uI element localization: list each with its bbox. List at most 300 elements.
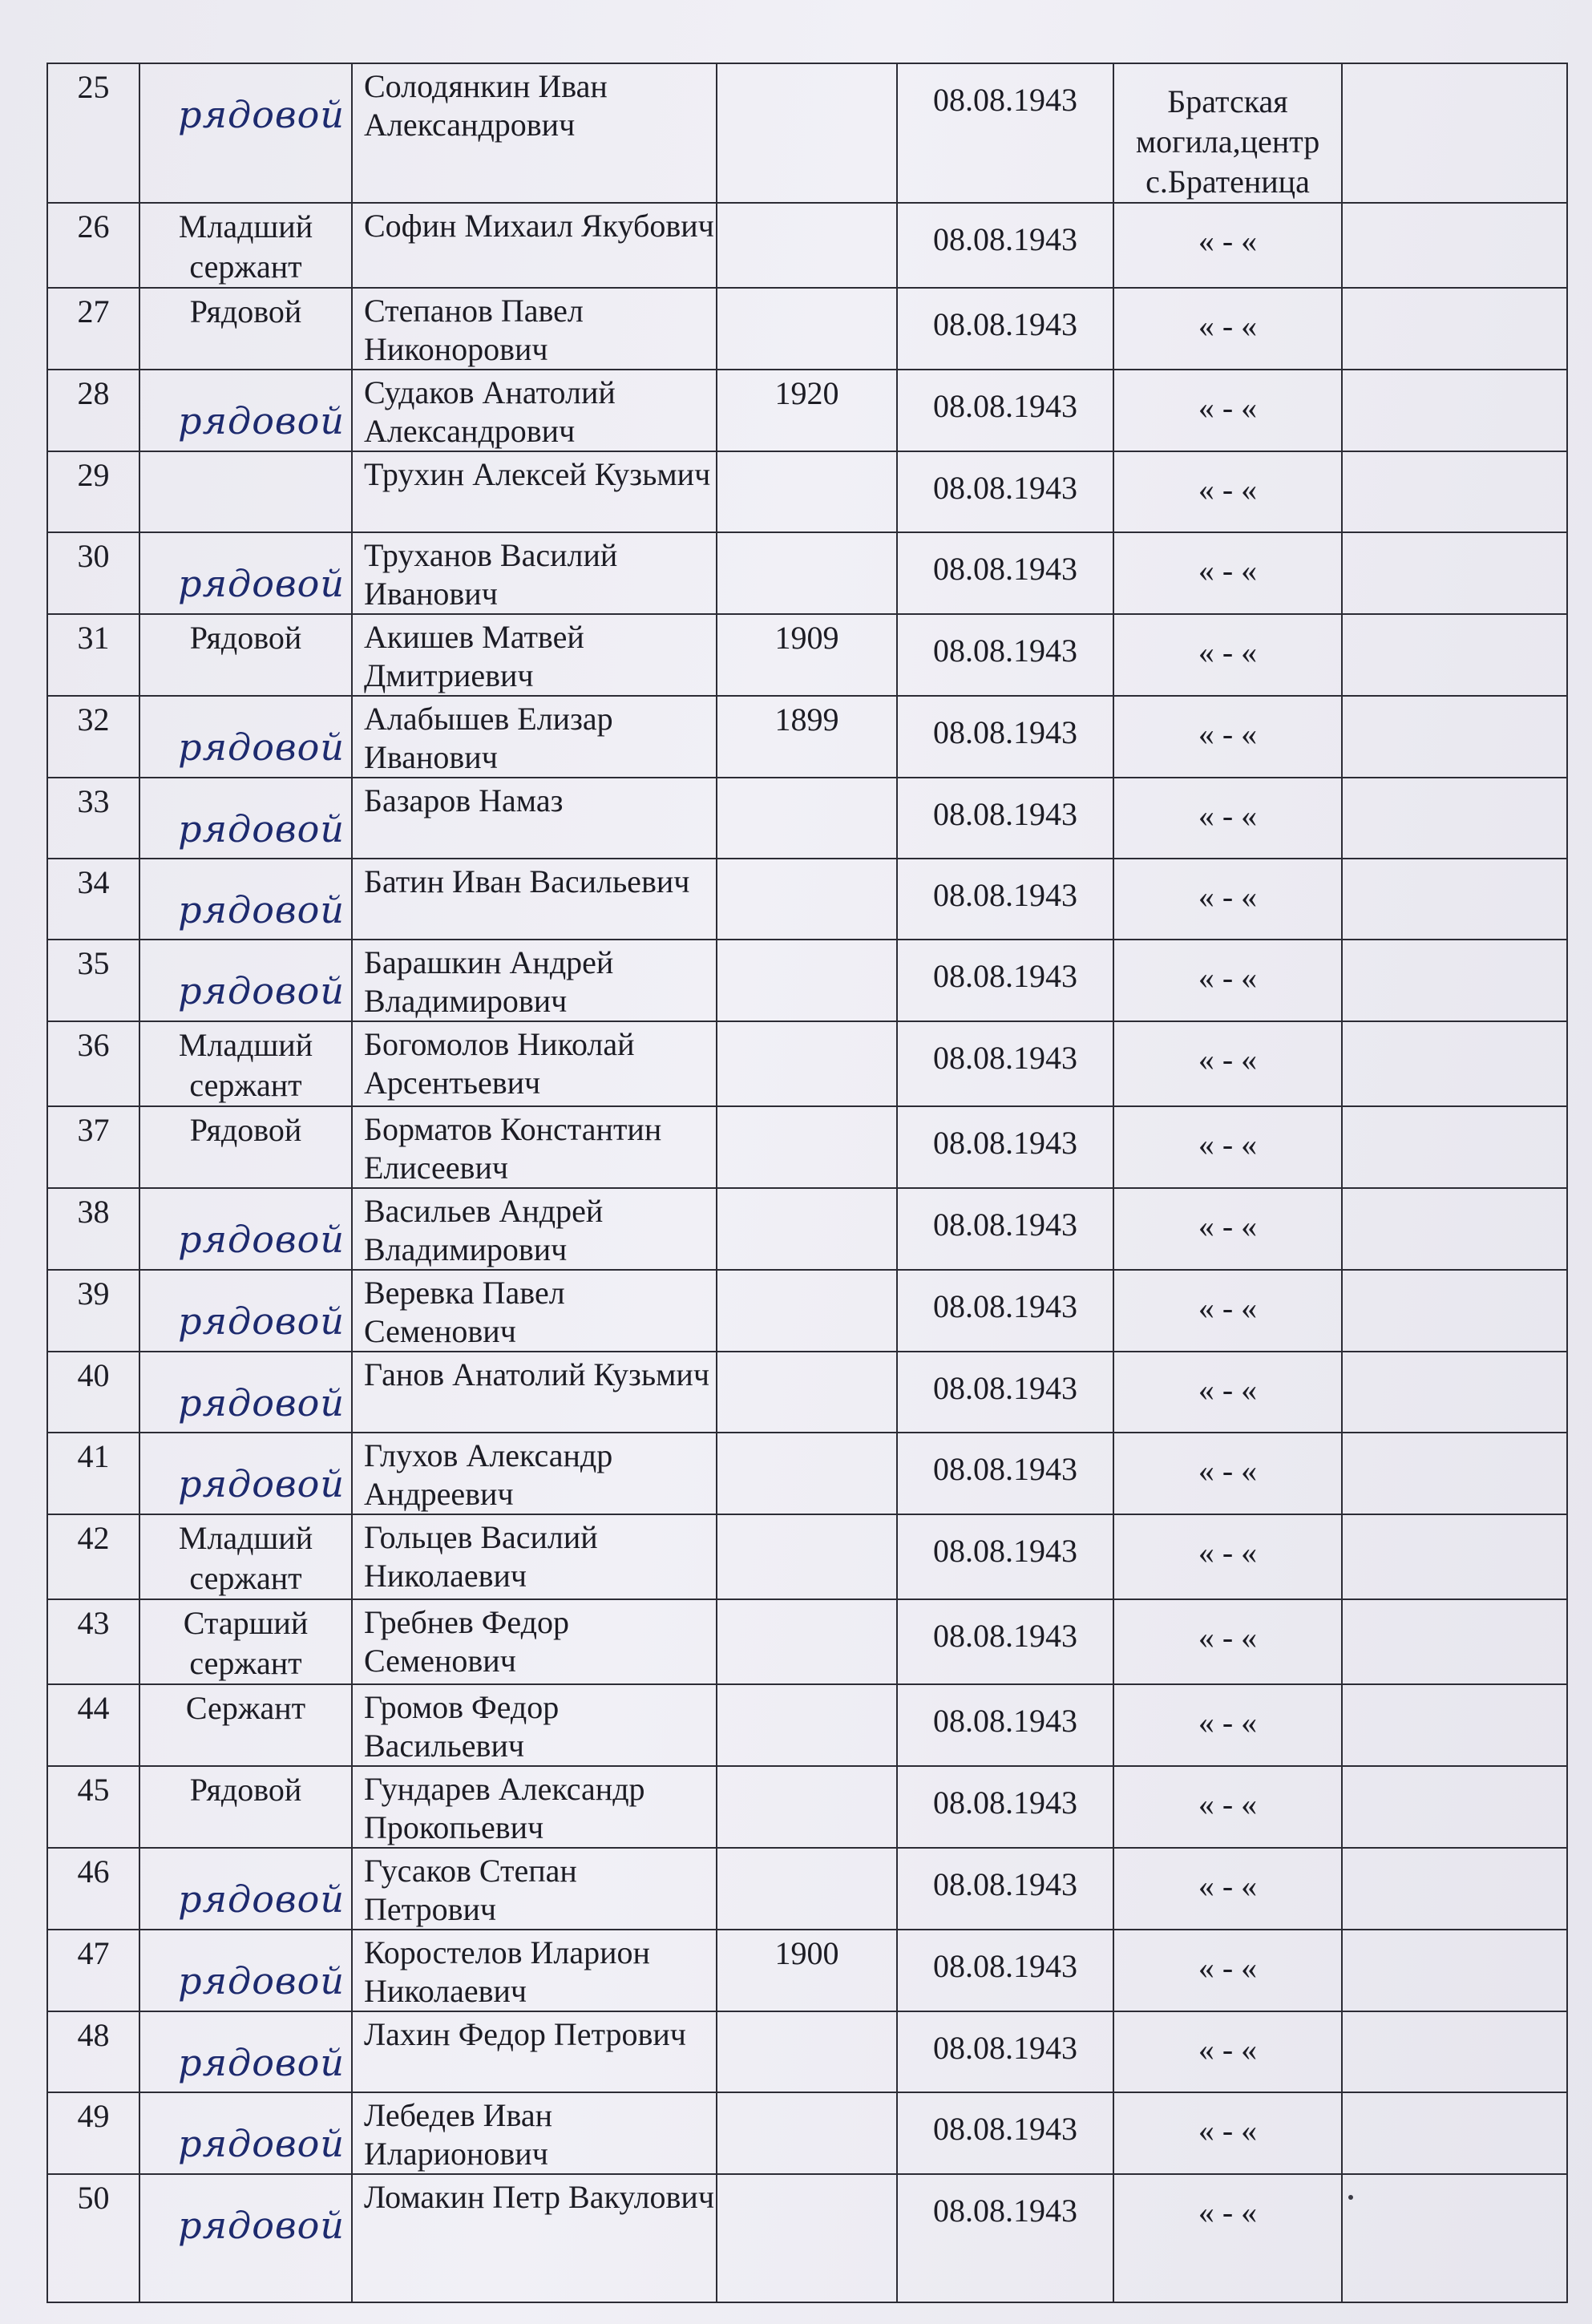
full-name <box>352 1188 717 1270</box>
table-row <box>47 63 1567 203</box>
death-date <box>897 778 1113 859</box>
row-number <box>47 2092 139 2174</box>
full-name-text: Громов Федор Васильевич <box>364 1689 560 1764</box>
table-row <box>47 288 1567 370</box>
notes-cell <box>1342 1930 1567 2011</box>
death-date-text: 08.08.1943 <box>933 714 1077 750</box>
rank-handwritten <box>139 696 352 778</box>
burial-place-text: « - « <box>1198 1041 1258 1077</box>
notes-cell <box>1342 203 1567 288</box>
full-name-text: Гундарев Александр Прокопьевич <box>364 1771 645 1845</box>
table-row <box>47 778 1567 859</box>
table-row <box>47 2092 1567 2174</box>
burial-place <box>1113 1766 1342 1848</box>
rank-cell <box>139 1684 352 1766</box>
notes-cell <box>1342 1021 1567 1106</box>
full-name <box>352 1352 717 1433</box>
death-date <box>897 2174 1113 2302</box>
rank-cell-text: Младший сержант <box>178 1520 313 1596</box>
full-name-text: Ганов Анатолий Кузьмич <box>364 1356 709 1392</box>
row-number <box>47 1599 139 1684</box>
death-date <box>897 1270 1113 1352</box>
row-number <box>47 2011 139 2092</box>
full-name <box>352 532 717 614</box>
death-date <box>897 1021 1113 1106</box>
birth-year-text: 1899 <box>774 701 839 738</box>
table-row <box>47 370 1567 451</box>
rank-handwritten-text: рядовой <box>178 1959 345 2003</box>
rank-cell <box>139 288 352 370</box>
rank-handwritten-text: рядовой <box>178 725 345 769</box>
rank-handwritten <box>139 63 352 203</box>
row-number <box>47 1433 139 1514</box>
table-body <box>47 63 1567 2302</box>
table-row <box>47 1514 1567 1599</box>
rank-handwritten <box>139 1188 352 1270</box>
notes-cell <box>1342 451 1567 532</box>
row-number-text: 31 <box>77 620 110 656</box>
table-row <box>47 940 1567 1021</box>
birth-year <box>717 1848 897 1930</box>
full-name <box>352 2011 717 2092</box>
notes-cell <box>1342 696 1567 778</box>
rank-handwritten-text: рядовой <box>178 2204 345 2247</box>
death-date-text: 08.08.1943 <box>933 633 1077 669</box>
row-number <box>47 370 139 451</box>
full-name <box>352 1599 717 1684</box>
notes-cell <box>1342 614 1567 696</box>
burial-place-text: « - « <box>1198 2112 1258 2148</box>
death-date-text: 08.08.1943 <box>933 1948 1077 1984</box>
burial-place <box>1113 1188 1342 1270</box>
burial-place-text: « - « <box>1198 1372 1258 1408</box>
row-number-text: 28 <box>77 375 110 411</box>
burial-place <box>1113 451 1342 532</box>
rank-cell-text: Рядовой <box>189 620 302 656</box>
full-name-text: Борматов Константин Елисеевич <box>364 1111 662 1186</box>
death-date-text: 08.08.1943 <box>933 2111 1077 2147</box>
death-date-text: 08.08.1943 <box>933 1370 1077 1406</box>
death-date <box>897 859 1113 940</box>
rank-handwritten <box>139 940 352 1021</box>
table-row <box>47 1848 1567 1930</box>
death-date <box>897 614 1113 696</box>
birth-year <box>717 614 897 696</box>
notes-cell <box>1342 532 1567 614</box>
notes-cell <box>1342 2011 1567 2092</box>
burial-place-text: « - « <box>1198 471 1258 507</box>
rank-cell-text: Старший сержант <box>183 1605 309 1681</box>
burial-place-text: « - « <box>1198 634 1258 670</box>
full-name-text: Глухов Александр Андреевич <box>364 1437 613 1512</box>
row-number-text: 26 <box>77 208 110 245</box>
full-name-text: Труханов Василий Иванович <box>364 537 618 612</box>
table-row <box>47 1930 1567 2011</box>
birth-year <box>717 1352 897 1433</box>
burial-place <box>1113 1599 1342 1684</box>
burial-place <box>1113 1930 1342 2011</box>
notes-cell <box>1342 1188 1567 1270</box>
row-number <box>47 1352 139 1433</box>
birth-year-text <box>717 204 896 207</box>
burial-place <box>1113 370 1342 451</box>
burial-place <box>1113 1848 1342 1930</box>
row-number <box>47 859 139 940</box>
birth-year-text <box>717 2093 896 2096</box>
rank-handwritten-text: рядовой <box>178 1218 345 1261</box>
notes-cell <box>1342 370 1567 451</box>
death-date <box>897 1684 1113 1766</box>
burial-place-text: « - « <box>1198 960 1258 996</box>
notes-cell <box>1342 1106 1567 1188</box>
full-name <box>352 1514 717 1599</box>
death-date-text: 08.08.1943 <box>933 2030 1077 2066</box>
rank-handwritten-text: рядовой <box>178 1299 345 1343</box>
rank-handwritten <box>139 370 352 451</box>
death-date-text: 08.08.1943 <box>933 306 1077 342</box>
burial-place-text: « - « <box>1198 1868 1258 1904</box>
death-date-text: 08.08.1943 <box>933 2193 1077 2229</box>
rank-handwritten-text: рядовой <box>178 1877 345 1921</box>
death-date-text: 08.08.1943 <box>933 1533 1077 1569</box>
rank-cell-text: Сержант <box>185 1690 306 1726</box>
row-number-text: 50 <box>77 2180 110 2216</box>
row-number-text: 30 <box>77 538 110 574</box>
rank-handwritten <box>139 1352 352 1433</box>
full-name <box>352 1021 717 1106</box>
death-date <box>897 940 1113 1021</box>
birth-year-text <box>717 1849 896 1852</box>
death-date <box>897 1848 1113 1930</box>
burial-place-text: « - « <box>1198 798 1258 834</box>
full-name <box>352 614 717 696</box>
rank-cell-text <box>140 452 351 455</box>
full-name-text: Коростелов Иларион Николаевич <box>364 1934 650 2009</box>
birth-year-text <box>717 452 896 455</box>
row-number-text: 44 <box>77 1690 110 1726</box>
rank-handwritten <box>139 2011 352 2092</box>
row-number-text: 41 <box>77 1438 110 1474</box>
row-number-text: 47 <box>77 1935 110 1971</box>
notes-cell <box>1342 940 1567 1021</box>
death-date-text: 08.08.1943 <box>933 388 1077 424</box>
rank-handwritten-text: рядовой <box>178 562 345 605</box>
full-name-text: Трухин Алексей Кузьмич <box>364 456 711 492</box>
birth-year <box>717 1684 897 1766</box>
rank-handwritten <box>139 1848 352 1930</box>
table-row <box>47 451 1567 532</box>
death-date <box>897 451 1113 532</box>
rank-handwritten-text: рядовой <box>178 2041 345 2084</box>
burial-place-text: « - « <box>1198 1786 1258 1822</box>
row-number <box>47 1930 139 2011</box>
table-row <box>47 1021 1567 1106</box>
table-row <box>47 1270 1567 1352</box>
rank-cell <box>139 614 352 696</box>
full-name-text: Судаков Анатолий Александрович <box>364 374 616 449</box>
birth-year-text <box>717 2175 896 2178</box>
full-name <box>352 696 717 778</box>
death-date <box>897 1766 1113 1848</box>
burial-place <box>1113 288 1342 370</box>
death-date <box>897 696 1113 778</box>
rank-handwritten <box>139 532 352 614</box>
death-date <box>897 2092 1113 2174</box>
notes-cell <box>1342 288 1567 370</box>
death-date <box>897 1930 1113 2011</box>
row-number <box>47 1106 139 1188</box>
burial-place <box>1113 1352 1342 1433</box>
row-number-text: 43 <box>77 1605 110 1641</box>
birth-year <box>717 2092 897 2174</box>
full-name-text: Васильев Андрей Владимирович <box>364 1193 604 1267</box>
burial-place <box>1113 1433 1342 1514</box>
notes-cell <box>1342 1684 1567 1766</box>
full-name-text: Гусаков Степан Петрович <box>364 1853 577 1927</box>
row-number <box>47 2174 139 2302</box>
burial-place-text: « - « <box>1198 1950 1258 1986</box>
death-date-text: 08.08.1943 <box>933 1784 1077 1821</box>
full-name-text: Степанов Павел Никонорович <box>364 293 584 367</box>
birth-year-text <box>717 1107 896 1110</box>
death-date-text: 08.08.1943 <box>933 470 1077 506</box>
birth-year-text <box>717 1352 896 1356</box>
death-date-text: 08.08.1943 <box>933 1040 1077 1076</box>
notes-cell <box>1342 778 1567 859</box>
full-name <box>352 1106 717 1188</box>
row-number <box>47 203 139 288</box>
rank-cell <box>139 451 352 532</box>
table-row <box>47 1352 1567 1433</box>
birth-year-text <box>717 859 896 863</box>
row-number <box>47 1766 139 1848</box>
birth-year <box>717 288 897 370</box>
birth-year <box>717 203 897 288</box>
death-date <box>897 1599 1113 1684</box>
full-name <box>352 1766 717 1848</box>
rank-handwritten-text: рядовой <box>178 93 345 136</box>
full-name <box>352 859 717 940</box>
birth-year-text <box>717 289 896 292</box>
full-name-text: Ломакин Петр Вакулович <box>364 2179 714 2215</box>
row-number <box>47 532 139 614</box>
rank-cell <box>139 1106 352 1188</box>
row-number-text: 45 <box>77 1772 110 1808</box>
full-name-text: Гольцев Василий Николаевич <box>364 1519 598 1594</box>
full-name-text: Барашкин Андрей Владимирович <box>364 944 614 1019</box>
burial-place <box>1113 859 1342 940</box>
burial-place-text: « - « <box>1198 2194 1258 2230</box>
row-number-text: 42 <box>77 1520 110 1556</box>
death-date <box>897 2011 1113 2092</box>
birth-year <box>717 778 897 859</box>
notes-cell <box>1342 1599 1567 1684</box>
table-row <box>47 1433 1567 1514</box>
birth-year-text: 1900 <box>774 1935 839 1971</box>
rank-handwritten <box>139 1270 352 1352</box>
table-row <box>47 696 1567 778</box>
birth-year-text <box>717 778 896 782</box>
rank-handwritten-text: рядовой <box>178 969 345 1012</box>
row-number <box>47 614 139 696</box>
birth-year-text <box>717 533 896 536</box>
birth-year-text <box>717 1189 896 1192</box>
burial-place-text: « - « <box>1198 308 1258 344</box>
rank-handwritten-text: рядовой <box>178 807 345 851</box>
birth-year <box>717 1021 897 1106</box>
rank-handwritten <box>139 1433 352 1514</box>
row-number-text: 49 <box>77 2098 110 2134</box>
birth-year <box>717 532 897 614</box>
birth-year <box>717 1188 897 1270</box>
full-name <box>352 203 717 288</box>
row-number <box>47 1021 139 1106</box>
full-name <box>352 940 717 1021</box>
birth-year-text <box>717 2012 896 2015</box>
table-row <box>47 1188 1567 1270</box>
birth-year-text <box>717 1685 896 1688</box>
rank-cell-text: Рядовой <box>189 1112 302 1148</box>
death-date-text: 08.08.1943 <box>933 1451 1077 1487</box>
ink-dot <box>1348 2195 1353 2200</box>
rank-cell-text: Рядовой <box>189 1772 302 1808</box>
burial-place <box>1113 203 1342 288</box>
birth-year-text <box>717 1271 896 1274</box>
row-number <box>47 940 139 1021</box>
death-date-text: 08.08.1943 <box>933 796 1077 832</box>
full-name-text: Софин Михаил Якубович <box>364 208 714 244</box>
rank-cell-text: Младший сержант <box>178 1027 313 1103</box>
rank-cell-text: Рядовой <box>189 293 302 329</box>
birth-year <box>717 940 897 1021</box>
birth-year <box>717 1514 897 1599</box>
death-date-text: 08.08.1943 <box>933 1703 1077 1739</box>
birth-year-text: 1920 <box>774 375 839 411</box>
death-date <box>897 1188 1113 1270</box>
burial-place <box>1113 2011 1342 2092</box>
burial-place-text: « - « <box>1198 552 1258 588</box>
burial-place-text: « - « <box>1198 223 1258 259</box>
row-number <box>47 778 139 859</box>
row-number <box>47 1684 139 1766</box>
birth-year <box>717 1930 897 2011</box>
burial-place <box>1113 1270 1342 1352</box>
notes-cell <box>1342 1766 1567 1848</box>
notes-cell <box>1342 2174 1567 2302</box>
table-row <box>47 614 1567 696</box>
rank-handwritten <box>139 2092 352 2174</box>
row-number <box>47 63 139 203</box>
birth-year-text <box>717 940 896 944</box>
full-name <box>352 370 717 451</box>
row-number-text: 33 <box>77 783 110 819</box>
burial-place-text: Братская могила,центр с.Братеница <box>1135 83 1320 200</box>
burial-place <box>1113 778 1342 859</box>
notes-cell <box>1342 1270 1567 1352</box>
rank-cell <box>139 1766 352 1848</box>
death-date <box>897 1514 1113 1599</box>
birth-year <box>717 451 897 532</box>
row-number <box>47 288 139 370</box>
notes-cell <box>1342 2092 1567 2174</box>
full-name-text: Алабышев Елизар Иванович <box>364 701 613 775</box>
birth-year-text <box>717 1515 896 1518</box>
table-row <box>47 1106 1567 1188</box>
rank-handwritten <box>139 2174 352 2302</box>
full-name <box>352 63 717 203</box>
burial-place-text: « - « <box>1198 1534 1258 1570</box>
row-number <box>47 1270 139 1352</box>
birth-year <box>717 1106 897 1188</box>
full-name <box>352 288 717 370</box>
death-date <box>897 532 1113 614</box>
burial-place-text: « - « <box>1198 1453 1258 1489</box>
row-number <box>47 1188 139 1270</box>
burial-place <box>1113 532 1342 614</box>
birth-year <box>717 2011 897 2092</box>
table-row <box>47 2011 1567 2092</box>
rank-handwritten <box>139 1930 352 2011</box>
full-name <box>352 2092 717 2174</box>
rank-cell <box>139 1021 352 1106</box>
rank-handwritten-text: рядовой <box>178 399 345 443</box>
burial-place <box>1113 940 1342 1021</box>
full-name-text: Богомолов Николай Арсентьевич <box>364 1026 635 1101</box>
birth-year-text <box>717 1022 896 1025</box>
burial-place <box>1113 614 1342 696</box>
burial-place-text: « - « <box>1198 1704 1258 1740</box>
death-date <box>897 370 1113 451</box>
birth-year <box>717 1433 897 1514</box>
birth-year <box>717 63 897 203</box>
rank-handwritten-text: рядовой <box>178 888 345 932</box>
row-number-text: 25 <box>77 69 110 105</box>
burial-place-text: « - « <box>1198 1208 1258 1244</box>
full-name-text: Базаров Намаз <box>364 782 564 818</box>
full-name <box>352 1270 717 1352</box>
full-name-text: Веревка Павел Семенович <box>364 1275 565 1349</box>
table-row <box>47 859 1567 940</box>
table-row <box>47 532 1567 614</box>
full-name <box>352 1684 717 1766</box>
row-number-text: 38 <box>77 1194 110 1230</box>
death-date <box>897 203 1113 288</box>
row-number-text: 40 <box>77 1357 110 1393</box>
death-date-text: 08.08.1943 <box>933 1866 1077 1902</box>
death-date-text: 08.08.1943 <box>933 877 1077 913</box>
row-number-text: 37 <box>77 1112 110 1148</box>
row-number-text: 34 <box>77 864 110 900</box>
burial-place <box>1113 1106 1342 1188</box>
notes-cell <box>1342 1352 1567 1433</box>
full-name <box>352 2174 717 2302</box>
birth-year-text: 1909 <box>774 620 839 656</box>
death-date <box>897 288 1113 370</box>
death-date-text: 08.08.1943 <box>933 221 1077 257</box>
birth-year-text <box>717 1767 896 1770</box>
row-number-text: 48 <box>77 2017 110 2053</box>
death-date-text: 08.08.1943 <box>933 1288 1077 1324</box>
full-name <box>352 1433 717 1514</box>
burial-place-text: « - « <box>1198 2031 1258 2067</box>
full-name <box>352 778 717 859</box>
rank-handwritten-text: рядовой <box>178 1381 345 1425</box>
row-number <box>47 1514 139 1599</box>
burial-place-text: « - « <box>1198 1290 1258 1326</box>
notes-cell <box>1342 1433 1567 1514</box>
full-name-text: Акишев Матвей Дмитриевич <box>364 619 584 693</box>
rank-handwritten-text: рядовой <box>178 1462 345 1506</box>
